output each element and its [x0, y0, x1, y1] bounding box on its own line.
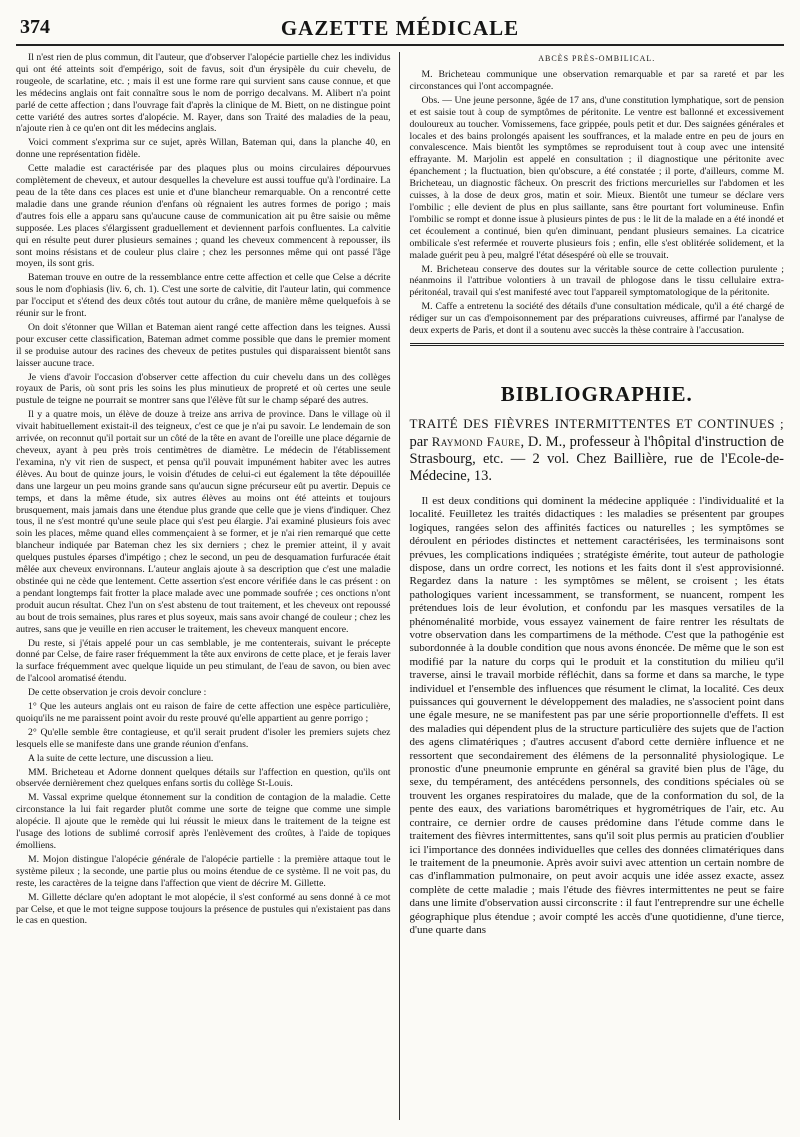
- section-label: ABCÈS PRÈS-OMBILICAL.: [538, 54, 656, 63]
- paragraph: On doit s'étonner que Willan et Bateman aient rangé cette affection dans les teignes. Aussi pour excuser cette classification, Bateman admet comme possible que dans le premier moment il se produise autour des racines des cheveux de petites pustules qui disparaissent bientôt sans laisser aucune trace.: [16, 321, 391, 369]
- book-reference-details: , D. M., professeur à l'hôpital d'instruction de Strasbourg, etc. — 2 vol. Chez Baillière, rue de l'Ecole-de-Médecine, 13.: [409, 433, 784, 484]
- paragraph: Bateman trouve en outre de la ressemblance entre cette affection et celle que Celse a décrite sous le nom d'ophiasis (liv. 6, ch. 1). C'est une sorte de calvitie, dit l'auteur latin, qui commence par l'occiput et s'étend des deux côtés tout autour du crâne, de manière même quelquefois à se réunir sur le front.: [16, 272, 391, 320]
- book-reference: TRAITÉ DES FIÈVRES INTERMITTENTES ET CONTINUES ; par Raymond Faure, D. M., professeur à l'hôpital d'instruction de Strasbourg, etc. — 2 vol. Chez Baillière, rue de l'Ecole-de-Médecine, 13.: [409, 415, 784, 484]
- paragraph: Voici comment s'exprima sur ce sujet, après Willan, Bateman qui, dans la planche 40, en donne une représentation fidèle.: [16, 137, 391, 161]
- bibliography-heading: BIBLIOGRAPHIE.: [500, 381, 693, 406]
- paragraph: Obs. — Une jeune personne, âgée de 17 ans, d'une constitution lymphatique, sort de pension et est saisie tout à coup de symptômes de péritonite. Le ventre est ballonné et excessivement douloureux au toucher. Vomissemens, face grippée, pouls petit et dur. Des saignées générales et locales et des bains prolongés apaisent les souffrances, et la malade entre en peu de jours en convalescence. Mais bientôt les symptômes se reproduisent tout à coup avec une intensité effrayante. M. Marjolin est appelé en consultation ; il diagnostique une péritonite avec épanchement ; la fluctuation, bien qu'obscure, a été constatée ; il porte, d'ailleurs, comme M. Bricheteau, un diagnostic fâcheux. On prescrit des frictions mercurielles sur l'abdomen et les cuisses, à la dose de deux gros, matin et soir. Mieux. Bientôt une tumeur se déclare vers l'ombilic ; elle devient de plus en plus saillante, sans être pourtant fort volumineuse. Enfin l'ombilic se rompt et donne issue à plusieurs pintes de pus : le lit de la malade en a été inondé et cet écoulement a continué, bien qu'en diminuant, pendant plusieurs semaines. La cicatrice ombilicale s'est refermée et rouverte plusieurs fois ; enfin, elle s'est oblitérée solidement, et la malade guérit peu à peu, malgré l'état désespéré où elle se trouvait.: [409, 94, 784, 261]
- paragraph: Cette maladie est caractérisée par des plaques plus ou moins circulaires dépourvues complètement de cheveux, et autour desquelles la chevelure est aussi touffue qu'à l'ordinaire. La peau de la tête dans ces places est unie et d'une blancheur remarquable. On a rencontré cette maladie dans une grande réunion d'enfans où régnaient les autres formes de porigo ; mais d'autres fois elle a apparu sans qu'aucune cause de communication ait pu être saisie ou même supposée. Les places s'élargissent graduellement et deviennent parfois confluentes. La calvitie qui en résulte peut durer plusieurs semaines ; quand les cheveux commencent à repousser, ils sont moins résistans et de couleur plus claire ; chez les personnes même qui ont passé l'âge moyen, ils sont gris.: [16, 163, 391, 270]
- right-column: [400, 52, 785, 1120]
- paragraph: Je viens d'avoir l'occasion d'observer cette affection du cuir chevelu dans un des collèges royaux de Paris, où sont pris les soins les plus minutieux de propreté et où certes une seule pustule de teigne ne pourrait se montrer sans que l'élève fût sur le champ séparé des autres.: [16, 371, 391, 407]
- paragraph: 2° Qu'elle semble être contagieuse, et qu'il serait prudent d'isoler les premiers sujets chez lesquels elle se manifeste dans une grande réunion d'enfans.: [16, 726, 391, 750]
- paragraph: De cette observation je crois devoir conclure :: [28, 687, 207, 699]
- paragraph: M. Gillette déclare qu'en adoptant le mot alopécie, il s'est conformé au sens donné à ce mot par Celse, et que le mot teigne suppose toujours la présence de pustules qui n'existaient pas dans le cas en question.: [16, 891, 391, 927]
- page-number: 374: [20, 16, 50, 38]
- paragraph: M. Vassal exprime quelque étonnement sur la condition de contagion de la maladie. Cette circonstance la lui fait regarder plutôt comme une sorte de teigne que comme une simple alopécie. Il ajoute que le remède qui lui réussit le mieux dans le traitement de la teigne est l'usage des lotions de sublimé corrosif après l'enlèvement des croûtes, à l'aide de topiques émolliens.: [16, 792, 391, 851]
- paragraph: M. Caffe a entretenu la société des détails d'une consultation médicale, qu'il a été chargé de rédiger sur un cas d'empoisonnement par des préparations cuivreuses, affirmé par l'analyse de deux experts de Paris, et dont il a soutenu avec succès la thèse contraire à l'accusation.: [409, 301, 784, 337]
- paragraph: M. Mojon distingue l'alopécie générale de l'alopécie partielle : la première attaque tout le système pileux ; la seconde, une partie plus ou moins étendue de ce système. Il ne voit pas, du reste, les caractères de la teigne dans l'affection que vient de décrire M. Gillette.: [16, 853, 391, 889]
- paragraph: MM. Bricheteau et Adorne donnent quelques détails sur l'affection en question, qu'ils ont observée dernièrement chez quelques enfans sortis du collège St-Louis.: [16, 766, 391, 790]
- book-author: Raymond Faure: [431, 433, 521, 449]
- page-header: [16, 12, 784, 46]
- paragraph: Il y a quatre mois, un élève de douze à treize ans arriva de province. Dans le village où il vivait habituellement existait-il des teigneux, c'est ce que je n'ai pu savoir. Le lendemain de son arrivée, on reconnut qu'il portait sur un côté de la tête en avant de l'oreille une place dégarnie de cheveux, ayant à peu près trois centimètres de diamètre. Le médecin de l'établissement l'examina, n'y vit rien de suspect, et pensa qu'il pouvait impunément habiter avec les autres élèves. Au bout de quinze jours, le voisin d'études de celui-ci eut également la tête dépouillée dans une largeur un peu moins grande sans qu'aucun signe précurseur eût pu avertir. Depuis ce temps, et dans la même étude, six autres élèves au moins ont été atteints et toujours brusquement, mais jamais dans une étendue plus grande que celle que je viens d'indiquer. Chez tous, il ne s'est montré qu'une seule place qui s'est peu élargie. J'ai examiné plusieurs fois avec soin les places, même quand elles commençaient à se former, et je n'ai rien remarqué que cette blancheur indiquée par Bateman chez les six derniers ; chez le premier atteint, il y avait quelques pustules éparses d'impétigo ; chez le second, un peu de desquamation furfuracée était mêlée aux cheveux environnans. L'auteur anglais ajoute à sa description que c'est une maladie obstinée qui ne cède que lentement. Cette assertion s'est encore vérifiée dans le cas présent : on a pendant longtemps fait frotter la place malade avec une pommade soufrée ; ces onctions n'ont produit aucun résultat. Chez l'un on s'est abstenu de tout traitement, et les cheveux ont repoussé au bout de trois semaines, plus rares et plus soyeux, mais sans avoir changé de couleur ; chez les autres, sans que je veuille en rien accuser le traitement, les cheveux manquent encore.: [16, 409, 391, 635]
- paragraph: M. Bricheteau communique une observation remarquable et par sa rareté et par les circonstances qui l'ont accompagnée.: [409, 69, 784, 92]
- paragraph: M. Bricheteau conserve des doutes sur la véritable source de cette collection purulente ; néanmoins il l'attribue volontiers à un travail de phlogose dans le tissu cellulaire extra-péritonéal, travail qui s'est manifesté avec tout l'appareil symptomatologique de la péritonite.: [409, 263, 784, 299]
- book-title: TRAITÉ DES FIÈVRES INTERMITTENTES ET CONTINUES ;: [409, 415, 784, 431]
- section-divider: [410, 343, 785, 346]
- paragraph: 1° Que les auteurs anglais ont eu raison de faire de cette affection une espèce particulière, quoiqu'ils ne me paraissent point avoir du reste prouvé qu'elle appartient au genre porrigo ;: [16, 701, 391, 724]
- journal-title: GAZETTE MÉDICALE: [280, 16, 520, 40]
- paragraph: Du reste, si j'étais appelé pour un cas semblable, je me contenterais, suivant le précepte donné par Celse, de faire raser fréquemment la tête aux environs de cette place, et je ferais laver la surface fréquemment avec quelque liquide un peu stimulant, de l'eau de savon, ou bien avec de l'alcool aromatisé étendu.: [16, 637, 391, 685]
- columns: [16, 52, 784, 1120]
- paragraph: Il n'est rien de plus commun, dit l'auteur, que d'observer l'alopécie partielle chez les individus qui ont été atteints soit d'empérigo, soit de favus, soit d'un érysipèle du cuir chevelu, de rougeole, de scarlatine, etc. ; mais il est une forme rare qui survient sans cause connue, et que les médecins anglais ont fait connaître sous le nom de porrigo decalvans. M. Alibert n'a point parlé de cette affection ; dans l'ouvrage fait d'après la clinique de M. Biett, on ne distingue point cette variété des autres sortes d'alopécie. M. Rayer, dans son Traité des maladies de la peau, n'ajoute rien à ce qu'en ont dit les médecins anglais.: [16, 52, 391, 135]
- review-paragraph: Il est deux conditions qui dominent la médecine appliquée : l'individualité et la localité. Feuilletez les traités didactiques : les maladies se présentent par groupes logiques, rangées selon des affinités factices ou naturelles ; les symptômes se déroulent en périodes distinctes et nettement caractérisées, les terminaisons sont prévues, les complications indiquées ; stratégiste émérite, tout auteur de pathologie dispose, dans un ordre correct, les notions et les faits dont il s'est approvisionné. Regardez dans la nature : les symptômes se mêlent, se croisent ; les états pathologiques varient incessamment, se transforment, se nuancent, rompent les prétendues lois de leur évolution, et confondu par les masques versatiles de la phénoménalité morbide, vous essayez vainement de faire rentrer les résultats de votre observation dans les compartimens de la méthode. C'est que la pathogénie est subordonnée à la double condition que nous avons énoncée. De même que le son est modifié par la nature du corps qui le produit et la constitution du milieu qu'il traverse, ainsi le travail morbide réfléchit, dans sa forme et dans sa marche, le type individuel et l'ensemble des influences que résument le climat, la localité. Ces deux puissances qui gouvernent le développement des maladies, ne s'associent point dans une égale mesure, ne se manifestent pas par une série proportionnelle d'effets. Il est des maladies qui dépendent plus de la structure particulière des sujets que de l'action des agens climatériques ; d'autres accusent d'abord cette dernière influence et ne ressortent que secondairement des élémens de la personnalité physiologique. Le pronostic d'une pneumonie emprunte en général sa gravité bien plus de l'âge, du sexe, du tempérament, des antécédens personnels, des conditions spéciales où se trouvent les organes respiratoires du malade, que de la conformation du sol, de la pente des eaux, des variations barométriques et hygrométriques de l'air, etc. Au contraire, ce dernier ordre de causes prédomine dans l'étude comme dans le traitement des fièvres intermittentes, sans qu'il soit plus permis au praticien d'oublier ici l'importance des données individuelles que celles des données climatériques dans le traitement de la pneumonie. Après avoir suivi avec attention un certain nombre de cas d'inflammation pulmonaire, on peut avoir acquis une idée assez exacte, assez complète de cette maladie ; mais l'étude des fièvres intermittentes ne peut se faire dans une limite d'observation aussi circonscrite : il faut l'entreprendre sur une échelle géographique plus étendue ; avoir compté les accès d'une quotidienne, d'une tierce, d'une quarte dans: [409, 494, 784, 936]
- paragraph: A la suite de cette lecture, une discussion a lieu.: [28, 752, 214, 764]
- left-column: [16, 52, 400, 1120]
